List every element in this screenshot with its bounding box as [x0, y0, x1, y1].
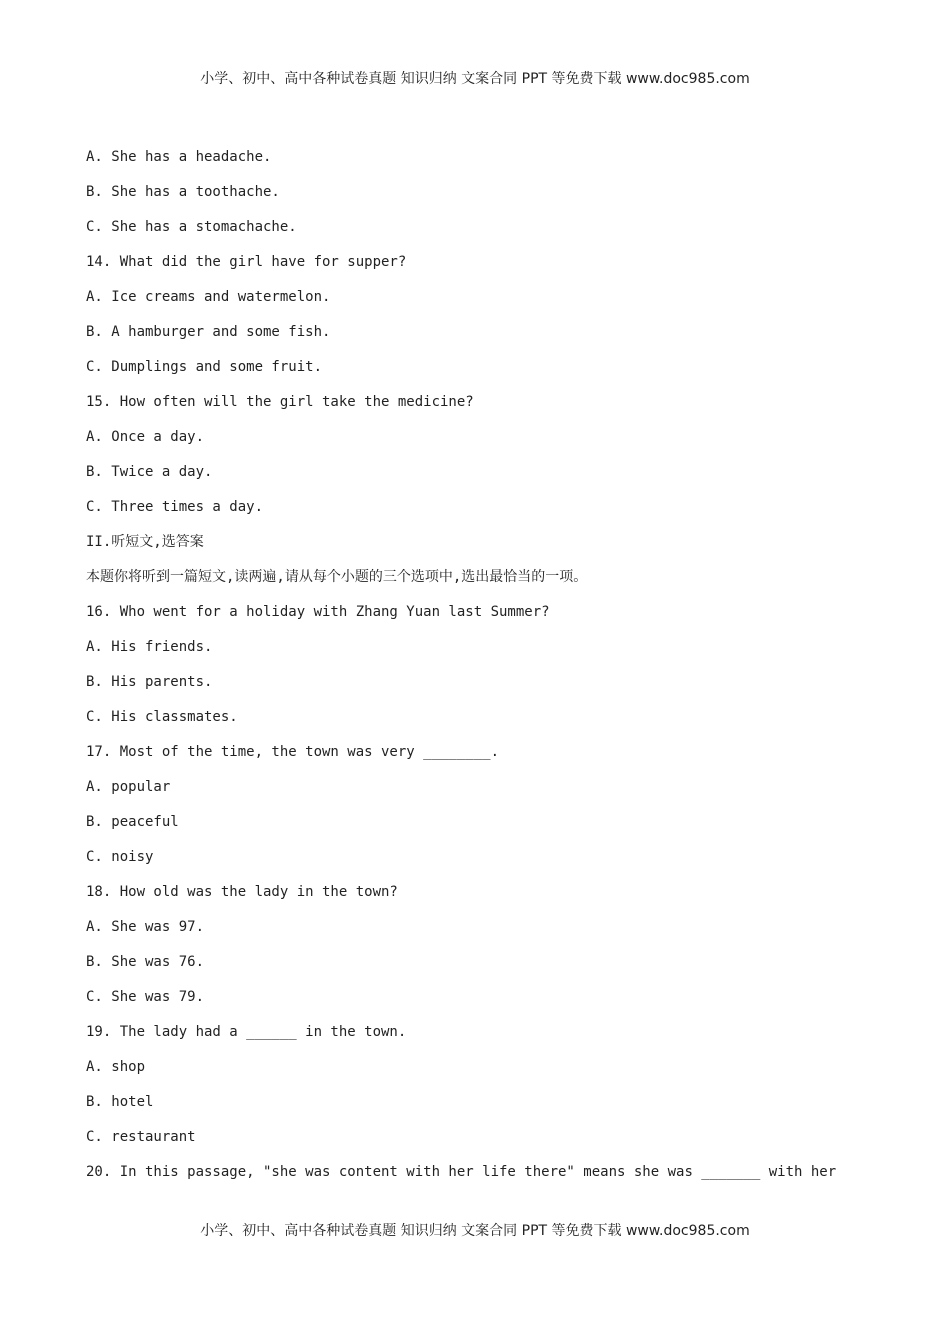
option-line: C. She was 79.: [86, 989, 205, 1005]
option-line: A. His friends.: [86, 639, 213, 655]
option-line: B. hotel: [86, 1094, 154, 1110]
option-line: C. She has a stomachache.: [86, 219, 297, 235]
option-line: C. restaurant: [86, 1129, 196, 1145]
question-line: 14. What did the girl have for supper?: [86, 254, 407, 270]
option-line: A. popular: [86, 779, 171, 795]
question-content: [86, 145, 866, 1195]
option-line: A. shop: [86, 1059, 146, 1075]
option-line: A. She was 97.: [86, 919, 205, 935]
question-line: 20. In this passage, "she was content with her life there" means she was _______ with her: [86, 1164, 837, 1180]
question-line: 18. How old was the lady in the town?: [86, 884, 398, 900]
option-line: C. His classmates.: [86, 709, 238, 725]
option-line: B. She has a toothache.: [86, 184, 280, 200]
question-line: 16. Who went for a holiday with Zhang Yuan last Summer?: [86, 604, 550, 620]
option-line: A. Ice creams and watermelon.: [86, 289, 331, 305]
page-footer: 小学、初中、高中各种试卷真题 知识归纳 文案合同 PPT 等免费下载 www.doc985.com: [200, 1223, 750, 1239]
option-line: B. A hamburger and some fish.: [86, 324, 331, 340]
option-line: C. Dumplings and some fruit.: [86, 359, 323, 375]
option-line: B. Twice a day.: [86, 464, 213, 480]
page-header: 小学、初中、高中各种试卷真题 知识归纳 文案合同 PPT 等免费下载 www.doc985.com: [200, 71, 750, 87]
question-line: 15. How often will the girl take the medicine?: [86, 394, 474, 410]
option-line: C. Three times a day.: [86, 499, 264, 515]
section-instructions: 本题你将听到一篇短文,读两遍,请从每个小题的三个选项中,选出最恰当的一项。: [86, 569, 588, 585]
option-line: B. peaceful: [86, 814, 179, 830]
question-line: 19. The lady had a ______ in the town.: [86, 1024, 407, 1040]
option-line: B. She was 76.: [86, 954, 205, 970]
option-line: A. Once a day.: [86, 429, 205, 445]
option-line: C. noisy: [86, 849, 154, 865]
option-line: B. His parents.: [86, 674, 213, 690]
question-line: 17. Most of the time, the town was very ________.: [86, 744, 500, 760]
option-line: A. She has a headache.: [86, 149, 272, 165]
section-heading: II.听短文,选答案: [86, 534, 204, 550]
